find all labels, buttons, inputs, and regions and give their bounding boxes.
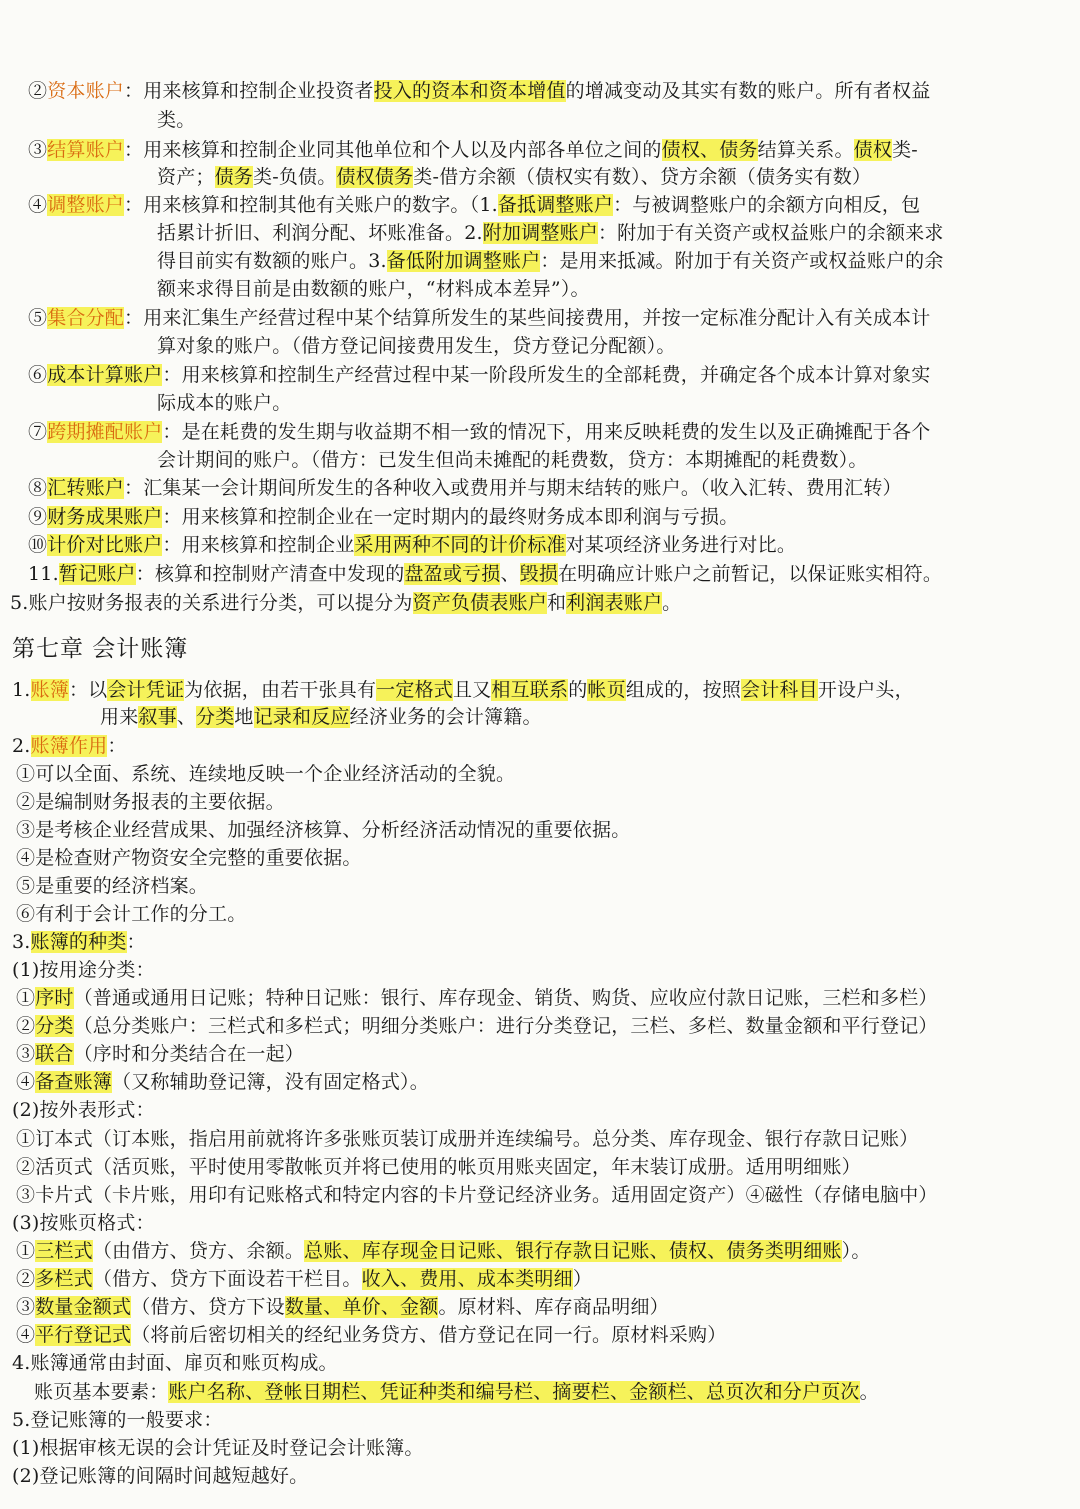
text-run: （借方、贷方下设	[131, 1296, 285, 1318]
text-run: (2)登记账簿的间隔时间越短越好。	[12, 1465, 309, 1487]
list-item-line	[0, 276, 1080, 303]
text-run: ④	[28, 194, 48, 216]
text-run: ：用来核算和控制企业同其他单位和个人以及内部各单位之间的	[124, 139, 662, 161]
highlighted-term: 债权债务	[336, 166, 414, 188]
text-run: ：以	[68, 679, 108, 701]
text-run: 开设户头，	[817, 679, 914, 701]
text-run: 对某项经济业务进行对比。	[565, 534, 797, 556]
list-item-line	[0, 137, 1080, 164]
text-run: ⑦	[28, 421, 48, 443]
body-line	[0, 789, 1080, 816]
text-run: ⑨	[28, 506, 48, 528]
list-item-line	[0, 390, 1080, 417]
list-item-line	[0, 248, 1080, 275]
highlighted-term: 数量、单价、金额	[284, 1296, 439, 1318]
text-run: (1)按用途分类：	[12, 959, 155, 981]
list-item-line	[0, 447, 1080, 474]
text-run: ⑥有利于会计工作的分工。	[16, 903, 247, 925]
highlighted-term: 多栏式	[35, 1268, 93, 1290]
body-line	[0, 1350, 1080, 1377]
body-line	[0, 1069, 1080, 1096]
body-line	[0, 1182, 1080, 1209]
highlighted-term: 账户名称、登帐日期栏、凭证种类和编号栏、摘要栏、金额栏、总页次和分户页次	[168, 1381, 860, 1403]
highlighted-term: 债权、债务	[661, 139, 758, 161]
text-run: ：用来汇集生产经营过程中某个结算所发生的某些间接费用，并按一定标准分配计入有关成本计	[124, 307, 931, 329]
highlighted-term: 账簿作用	[30, 735, 108, 757]
text-run: 的增减变动及其实有数的账户。所有者权益	[565, 80, 931, 102]
highlighted-term: 投入的资本和资本增值	[373, 80, 566, 102]
text-run: 。	[859, 1381, 879, 1403]
highlighted-term: 附加调整账户	[482, 222, 598, 244]
text-run: ②	[16, 1015, 36, 1037]
text-run: 际成本的账户。	[157, 392, 292, 414]
text-run: ⑧	[28, 477, 48, 499]
text-run: 会计期间的账户。（借方：已发生但尚未摊配的耗费数，贷方：本期摊配的耗费数）。	[157, 449, 868, 471]
highlighted-term: 三栏式	[35, 1240, 93, 1262]
list-item-line	[0, 504, 1080, 531]
highlighted-term: 汇转账户	[47, 477, 125, 499]
list-item-line	[0, 419, 1080, 446]
text-run: 和	[546, 592, 567, 614]
body-line	[0, 985, 1080, 1012]
text-run: 在明确应计账户之前暂记，以保证账实相符。	[558, 563, 943, 585]
list-item-line	[0, 532, 1080, 559]
highlighted-term: 调整账户	[47, 194, 125, 216]
text-run: ③	[28, 139, 48, 161]
text-run: ②活页式（活页账，平时使用零散帐页并将已使用的帐页用账夹固定，年末装订成册。适用明细账）	[16, 1156, 861, 1178]
list-item-line	[0, 107, 1080, 134]
text-run: 类-借方余额（债权实有数）、贷方余额（债务实有数）	[413, 166, 872, 188]
text-run: 、	[176, 706, 197, 728]
body-line	[0, 677, 1080, 704]
body-line	[0, 1041, 1080, 1068]
highlighted-term: 平行登记式	[35, 1324, 132, 1346]
body-line	[0, 733, 1080, 760]
text-run: 2.	[12, 735, 31, 757]
text-run: ⑥	[28, 364, 48, 386]
text-run: 资产；	[157, 166, 215, 188]
list-item-line	[0, 561, 1080, 588]
highlighted-term: 会计凭证	[107, 679, 185, 701]
text-run: 得目前实有数额的账户。3.	[157, 250, 387, 272]
text-run: 5.登记账簿的一般要求：	[12, 1409, 223, 1431]
body-line	[0, 1379, 1080, 1406]
text-run: （借方、贷方下面设若干栏目。	[92, 1268, 362, 1290]
text-run: 、	[500, 563, 520, 585]
text-run: ）。	[841, 1240, 871, 1262]
highlighted-term: 分类	[35, 1015, 74, 1037]
highlighted-term: 总账、库存现金日记账、银行存款日记账、债权、债务类明细账	[304, 1240, 842, 1262]
text-run: ：用来核算和控制企业	[162, 534, 355, 556]
text-run: 5.账户按财务报表的关系进行分类，可以提分为	[10, 592, 413, 614]
text-run: ④	[16, 1071, 36, 1093]
text-run: ③是考核企业经营成果、加强经济核算、分析经济活动情况的重要依据。	[16, 819, 631, 841]
text-run: ③	[16, 1296, 36, 1318]
highlighted-term: 备低附加调整账户	[386, 250, 541, 272]
body-line	[0, 845, 1080, 872]
text-run: 4.账簿通常由封面、扉页和账页构成。	[12, 1352, 338, 1374]
body-line	[0, 1407, 1080, 1434]
highlighted-term: 备查账簿	[35, 1071, 113, 1093]
text-run: ：	[126, 931, 146, 953]
text-run: （由借方、贷方、余额。	[92, 1240, 305, 1262]
body-line	[0, 873, 1080, 900]
text-run: 的	[568, 679, 588, 701]
text-run: ⑤	[28, 307, 48, 329]
text-run: 账页基本要素：	[34, 1381, 169, 1403]
text-run: 。原材料、库存商品明细）	[438, 1296, 669, 1318]
highlighted-term: 债权	[853, 139, 893, 161]
text-run: ②	[16, 1268, 36, 1290]
body-line	[0, 1097, 1080, 1124]
text-run: ③	[16, 1043, 36, 1065]
text-run: 额来求得目前是由数额的账户，“材料成本差异”）。	[157, 278, 590, 300]
highlighted-term: 结算账户	[47, 139, 125, 161]
text-run: 类。	[157, 109, 196, 131]
highlighted-term: 债务	[214, 166, 254, 188]
body-line	[0, 1322, 1080, 1349]
text-run: (1)根据审核无误的会计凭证及时登记会计账簿。	[12, 1437, 424, 1459]
highlighted-term: 收入、费用、成本类明细	[361, 1268, 573, 1290]
highlighted-term: 利润表账户	[566, 592, 663, 614]
list-item-line	[0, 362, 1080, 389]
highlighted-term: 相互联系	[491, 679, 569, 701]
highlighted-term: 盘盈或亏损	[404, 563, 501, 585]
body-line	[0, 1013, 1080, 1040]
highlighted-term: 记录和反应	[253, 706, 350, 728]
text-run: 1.	[12, 679, 31, 701]
list-item-line	[0, 164, 1080, 191]
text-run: (2)按外表形式：	[12, 1099, 155, 1121]
text-run: ：用来核算和控制其他有关账户的数字。（1.	[124, 194, 498, 216]
text-run: 。	[662, 592, 682, 614]
list-item-line	[0, 78, 1080, 105]
highlighted-term: 序时	[35, 987, 74, 1009]
highlighted-term: 分类	[196, 706, 235, 728]
text-run: ③卡片式（卡片账，用印有记账格式和特定内容的卡片登记经济业务。适用固定资产）④磁性（存储电脑中）	[16, 1184, 938, 1206]
text-run: （将前后密切相关的经纪业务贷方、借方登记在同一行。原材料采购）	[131, 1324, 727, 1346]
highlighted-term: 采用两种不同的计价标准	[354, 534, 566, 556]
highlighted-term: 会计科目	[741, 679, 818, 701]
list-item-line	[0, 305, 1080, 332]
text-run: 类-负债。	[253, 166, 337, 188]
text-run: （序时和分类结合在一起）	[73, 1043, 305, 1065]
text-run: ①可以全面、系统、连续地反映一个企业经济活动的全貌。	[16, 763, 516, 785]
body-line	[0, 817, 1080, 844]
body-line	[0, 1154, 1080, 1181]
list-item-line	[0, 475, 1080, 502]
text-run: ：	[107, 735, 127, 757]
text-run: 11.	[28, 563, 59, 585]
highlighted-term: 跨期摊配账户	[47, 421, 163, 443]
text-run: ②	[28, 80, 48, 102]
highlighted-term: 资本账户	[47, 80, 125, 102]
highlighted-term: 帐页	[587, 679, 626, 701]
text-run: ：与被调整账户的余额方向相反，包	[613, 194, 921, 216]
text-run: 为依据，由若干张具有	[184, 679, 377, 701]
chapter-title: 第七章 会计账簿	[12, 636, 189, 662]
text-run: 用来	[100, 706, 139, 728]
body-line	[0, 1435, 1080, 1462]
text-run: ：用来核算和控制生产经营过程中某一阶段所发生的全部耗费，并确定各个成本计算对象实	[162, 364, 931, 386]
highlighted-term: 账簿	[30, 679, 69, 701]
text-run: 括累计折旧、利润分配、坏账准备。2.	[157, 222, 483, 244]
highlighted-term: 账簿的种类	[30, 931, 127, 953]
text-run: ：用来核算和控制企业投资者	[124, 80, 374, 102]
text-run: ①	[16, 1240, 36, 1262]
body-line	[0, 901, 1080, 928]
list-item-line	[0, 192, 1080, 219]
text-run: ⑤是重要的经济档案。	[16, 875, 209, 897]
highlighted-term: 毁损	[519, 563, 559, 585]
text-run: （普通或通用日记账；特种日记账：银行、库存现金、销货、购货、应收应付款日记账，三栏和多栏）	[73, 987, 938, 1009]
text-run: 类-	[892, 139, 918, 161]
body-line	[0, 704, 1080, 731]
text-run: 地	[234, 706, 254, 728]
text-run: (3)按账页格式：	[12, 1212, 155, 1234]
highlighted-term: 联合	[35, 1043, 74, 1065]
text-run: 算对象的账户。（借方登记间接费用发生，贷方登记分配额）。	[157, 335, 676, 357]
text-run: ①	[16, 987, 36, 1009]
text-run: 3.	[12, 931, 31, 953]
text-run: ：是在耗费的发生期与收益期不相一致的情况下，用来反映耗费的发生以及正确摊配于各个	[162, 421, 931, 443]
text-run: ：用来核算和控制企业在一定时期内的最终财务成本即利润与亏损。	[162, 506, 739, 528]
highlighted-term: 财务成果账户	[47, 506, 163, 528]
body-line	[0, 1294, 1080, 1321]
text-run: ：汇集某一会计期间所发生的各种收入或费用并与期末结转的账户。（收入汇转、费用汇转）	[124, 477, 902, 499]
text-run: 结算关系。	[757, 139, 854, 161]
highlighted-term: 计价对比账户	[47, 534, 163, 556]
highlighted-term: 成本计算账户	[47, 364, 163, 386]
highlighted-term: 暂记账户	[58, 563, 136, 585]
text-run: 组成的，按照	[625, 679, 742, 701]
highlighted-term: 数量金额式	[35, 1296, 132, 1318]
text-run: ④	[16, 1324, 36, 1346]
body-line	[0, 1210, 1080, 1237]
list-item-line	[0, 220, 1080, 247]
text-run: ⑩	[28, 534, 48, 556]
list-item-line	[0, 333, 1080, 360]
highlighted-term: 一定格式	[376, 679, 453, 701]
body-line	[0, 929, 1080, 956]
text-run: （总分类账户：三栏式和多栏式；明细分类账户：进行分类登记，三栏、多栏、数量金额和平行登记）	[73, 1015, 938, 1037]
text-run: 且又	[452, 679, 492, 701]
text-run: ④是检查财产物资安全完整的重要依据。	[16, 847, 362, 869]
body-line	[0, 957, 1080, 984]
highlighted-term: 备抵调整账户	[497, 194, 614, 216]
text-run: ）	[572, 1268, 593, 1290]
list-item-line	[0, 590, 1080, 617]
text-run: ①订本式（订本账，指启用前就将许多张账页装订成册并连续编号。总分类、库存现金、银行存款日记账）	[16, 1128, 919, 1150]
body-line	[0, 1266, 1080, 1293]
text-run: 经济业务的会计簿籍。	[349, 706, 542, 728]
body-line	[0, 1238, 1080, 1265]
body-line	[0, 1126, 1080, 1153]
highlighted-term: 集合分配	[47, 307, 125, 329]
text-run: ：是用来抵减。附加于有关资产或权益账户的余	[540, 250, 944, 272]
body-line	[0, 761, 1080, 788]
text-run: ：附加于有关资产或权益账户的余额来求	[597, 222, 944, 244]
highlighted-term: 叙事	[138, 706, 177, 728]
text-run: （又称辅助登记簿，没有固定格式）。	[112, 1071, 429, 1093]
text-run: ：核算和控制财产清查中发现的	[135, 563, 405, 585]
body-line	[0, 1463, 1080, 1490]
highlighted-term: 资产负债表账户	[412, 592, 547, 614]
text-run: ②是编制财务报表的主要依据。	[16, 791, 285, 813]
